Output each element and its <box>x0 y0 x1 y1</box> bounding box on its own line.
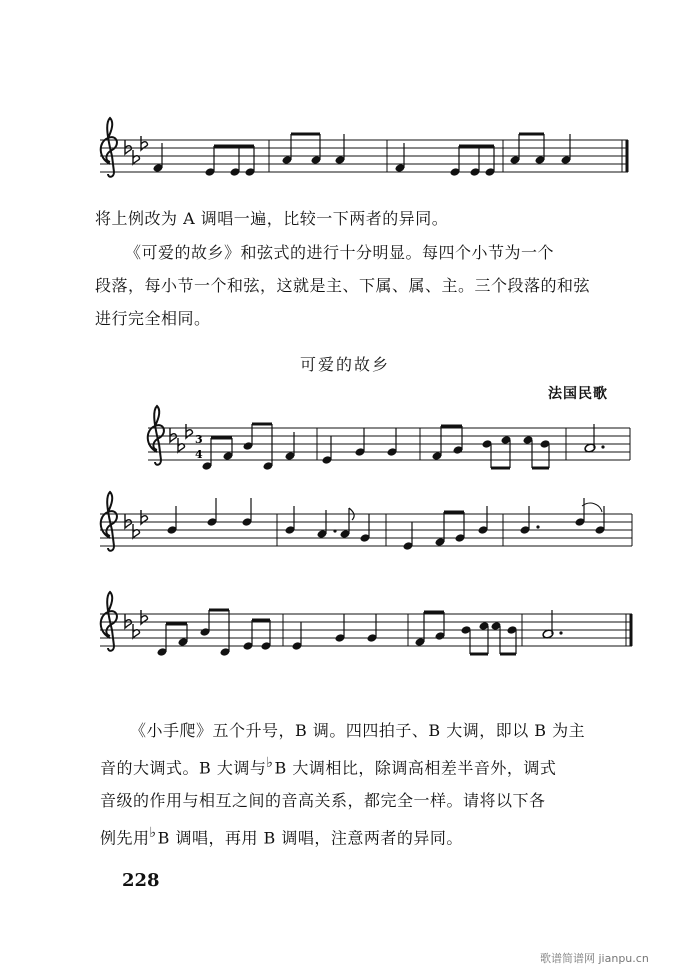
paragraph-3 <box>100 714 645 855</box>
paragraph-3-line-4-a: 例先用 <box>100 828 150 848</box>
flat-symbol: ♭ <box>149 825 157 842</box>
paragraph-3-line-3: 音级的作用与相互之间的音高关系，都完全一样。请将以下各 <box>100 791 546 811</box>
page-number: 228 <box>122 870 160 891</box>
treble-clef-icon <box>101 592 117 651</box>
paragraph-3-line-2-b: B 大调相比，除调高相差半音外，调式 <box>274 758 557 778</box>
treble-clef-icon <box>148 406 164 465</box>
paragraph-3-line-4-b: B 调唱，再用 B 调唱，注意两者的异同。 <box>157 828 463 848</box>
treble-clef-icon <box>101 118 117 177</box>
staff-1 <box>100 118 628 177</box>
paragraph-2-line-1: 《可爱的故乡》和弦式的进行十分明显。每四个小节为一个 <box>125 243 555 262</box>
paragraph-2-line-2: 段落，每小节一个和弦，这就是主、下属、属、主。三个段落的和弦 <box>95 276 591 295</box>
paragraph-1 <box>95 202 640 235</box>
watermark: 歌谱简谱网 jianpu.cn <box>540 952 649 965</box>
time-signature-bottom: 4 <box>195 448 203 461</box>
paragraph-3-line-2-a: 音的大调式。B 大调与 <box>100 758 267 778</box>
paragraph-3-line-1: 《小手爬》五个升号，B 调。四四拍子、B 大调，即以 B 为主 <box>130 721 586 740</box>
song-credit: 法国民歌 <box>548 386 608 402</box>
paragraph-2 <box>95 236 640 335</box>
paragraph-3-line-2 <box>100 747 645 784</box>
song-title: 可爱的故乡 <box>299 355 390 374</box>
staff-4 <box>100 592 632 657</box>
paragraph-2-line-3: 进行完全相同。 <box>95 309 211 328</box>
flat-symbol: ♭ <box>266 755 274 771</box>
time-signature-top: 3 <box>195 433 203 446</box>
staff-2 <box>148 406 630 471</box>
paragraph-3-line-4 <box>100 817 645 854</box>
staff-3 <box>100 492 632 551</box>
treble-clef-icon <box>101 492 117 551</box>
paragraph-1-line: 将上例改为 A 调唱一遍，比较一下两者的异同。 <box>95 209 449 228</box>
